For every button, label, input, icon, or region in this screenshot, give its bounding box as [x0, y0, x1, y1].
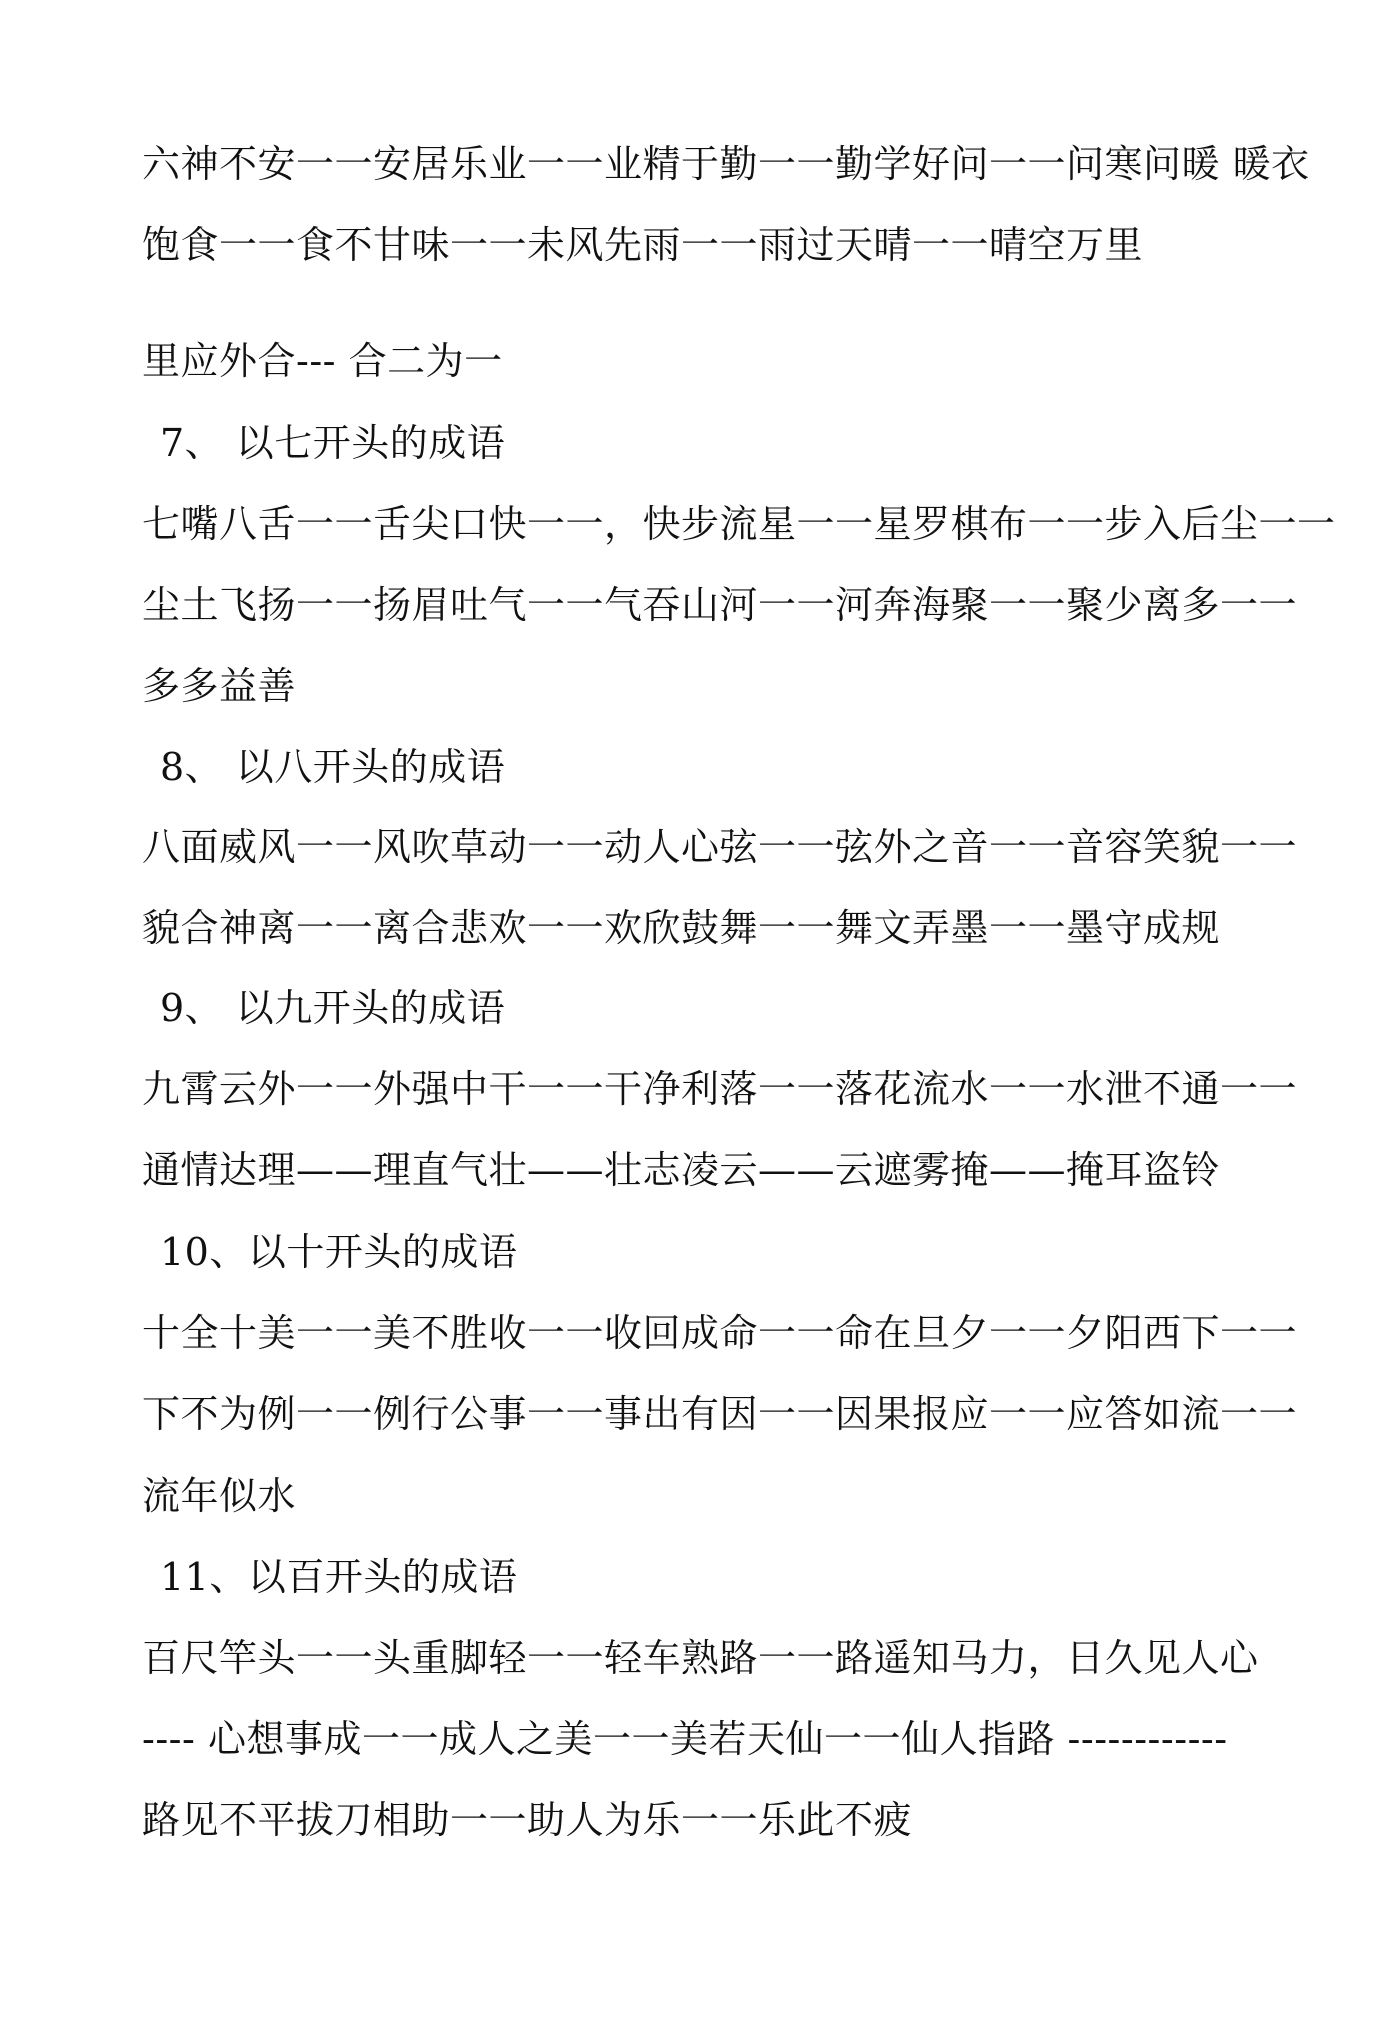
text-line: 七嘴八舌一一舌尖口快一一，快步流星一一星罗棋布一一步入后尘一一: [142, 502, 1336, 546]
text-line: 里应外合--- 合二为一: [142, 339, 503, 383]
text-line: 八面威风一一风吹草动一一动人心弦一一弦外之音一一音容笑貌一一: [142, 825, 1298, 869]
text-line: ---- 心想事成一一成人之美一一美若天仙一一仙人指路 ------------: [142, 1717, 1228, 1761]
text-line: 百尺竿头一一头重脚轻一一轻车熟路一一路遥知马力，日久见人心: [142, 1636, 1259, 1680]
section-heading-8: 8、 以八开头的成语: [160, 745, 506, 789]
section-heading-7: 7、 以七开头的成语: [160, 421, 506, 465]
text-line: 饱食一一食不甘味一一未风先雨一一雨过天晴一一晴空万里: [142, 223, 1144, 267]
text-line: 通情达理——理直气壮——壮志凌云——云遮雾掩——掩耳盗铃: [142, 1148, 1221, 1192]
text-line: 尘土飞扬一一扬眉吐气一一气吞山河一一河奔海聚一一聚少离多一一: [142, 583, 1298, 627]
text-line: 流年似水: [142, 1474, 297, 1518]
section-heading-10: 10、以十开头的成语: [160, 1230, 518, 1274]
section-heading-9: 9、 以九开头的成语: [160, 986, 506, 1030]
text-line: 貌合神离一一离合悲欢一一欢欣鼓舞一一舞文弄墨一一墨守成规: [142, 906, 1221, 950]
text-line: 十全十美一一美不胜收一一收回成命一一命在旦夕一一夕阳西下一一: [142, 1311, 1298, 1355]
text-line: 九霄云外一一外强中干一一干净利落一一落花流水一一水泄不通一一: [142, 1067, 1298, 1111]
text-line: 多多益善: [142, 664, 297, 708]
text-line: 下不为例一一例行公事一一事出有因一一因果报应一一应答如流一一: [142, 1392, 1298, 1436]
section-heading-11: 11、以百开头的成语: [160, 1555, 518, 1599]
text-line: 路见不平拔刀相助一一助人为乐一一乐此不疲: [142, 1798, 913, 1842]
text-line: 六神不安一一安居乐业一一业精于勤一一勤学好问一一问寒问暖 暖衣: [142, 142, 1310, 186]
